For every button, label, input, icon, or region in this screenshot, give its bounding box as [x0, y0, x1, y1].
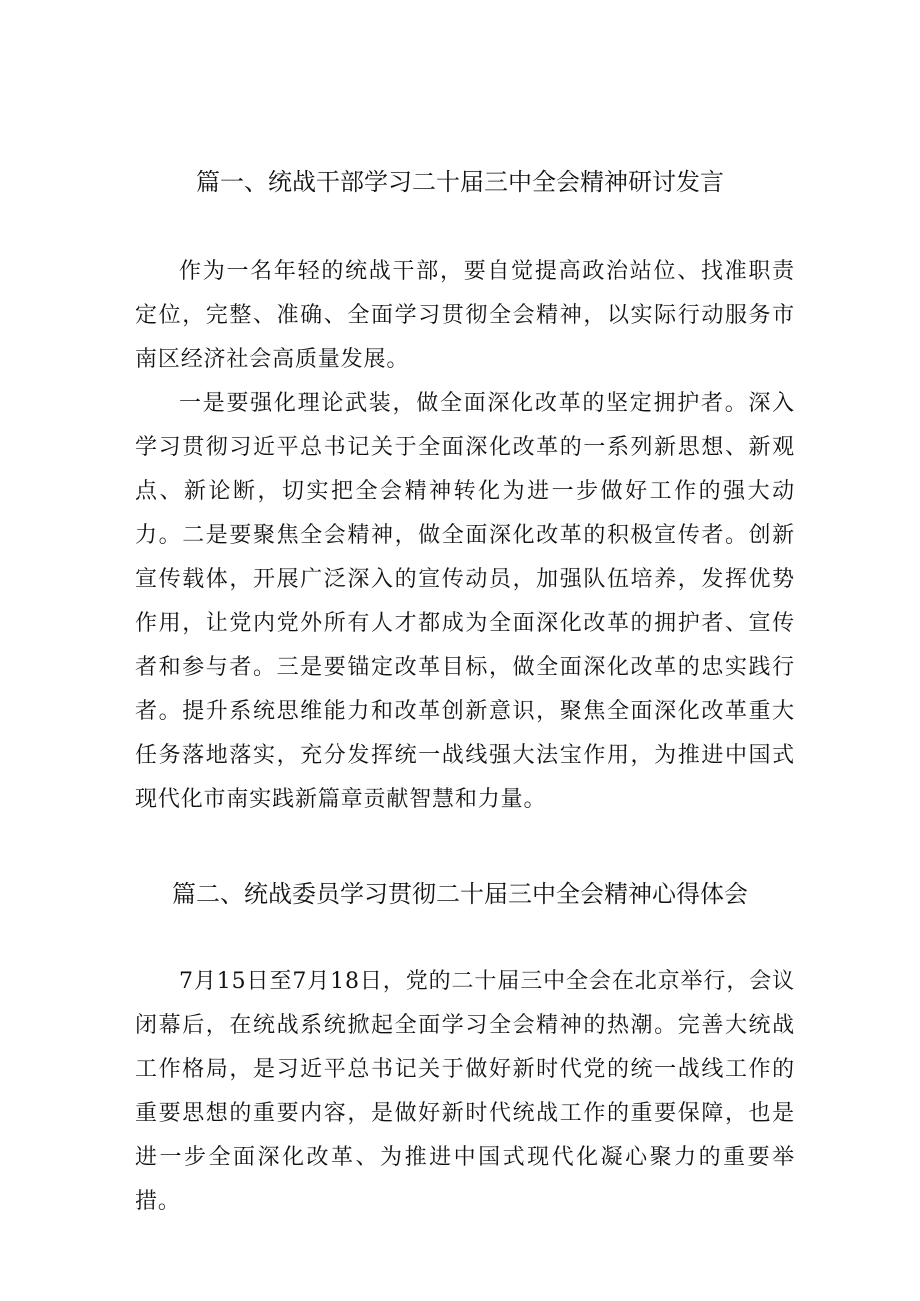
- article-2-title: 篇二、统战委员学习贯彻二十届三中全会精神心得体会: [172, 880, 748, 908]
- article-2-paragraph-1: 7月15日至7月18日，党的二十届三中全会在北京举行，会议闭幕后，在统战系统掀起全面学习全会精神的热潮。完善大统战工作格局，是习近平总书记关于做好新时代党的统一战线工作的重要思想的重要内容，是做好新时代统战工作的重要保障，也是进一步全面深化改革、为推进中国式现代化凝心聚力的重要举措。: [135, 969, 795, 1214]
- article-1-title: 篇一、统战干部学习二十届三中全会精神研讨发言: [196, 168, 724, 196]
- article-2-body: [135, 960, 795, 1224]
- article-1-body: [135, 250, 795, 822]
- article-1-paragraph-2: 一是要强化理论武装，做全面深化改革的坚定拥护者。深入学习贯彻习近平总书记关于全面深化改革的一系列新思想、新观点、新论断，切实把全会精神转化为进一步做好工作的强大动力。二是要聚焦全会精神，做全面深化改革的积极宣传者。创新宣传载体，开展广泛深入的宣传动员，加强队伍培养，发挥优势作用，让党内党外所有人才都成为全面深化改革的拥护者、宣传者和参与者。三是要锚定改革目标，做全面深化改革的忠实践行者。提升系统思维能力和改革创新意识，聚焦全面深化改革重大任务落地落实，充分发挥统一战线强大法宝作用，为推进中国式现代化市南实践新篇章贡献智慧和力量。: [135, 391, 795, 812]
- article-1-paragraph-1: 作为一名年轻的统战干部，要自觉提高政治站位、找准职责定位，完整、准确、全面学习贯彻全会精神，以实际行动服务市南区经济社会高质量发展。: [135, 259, 795, 372]
